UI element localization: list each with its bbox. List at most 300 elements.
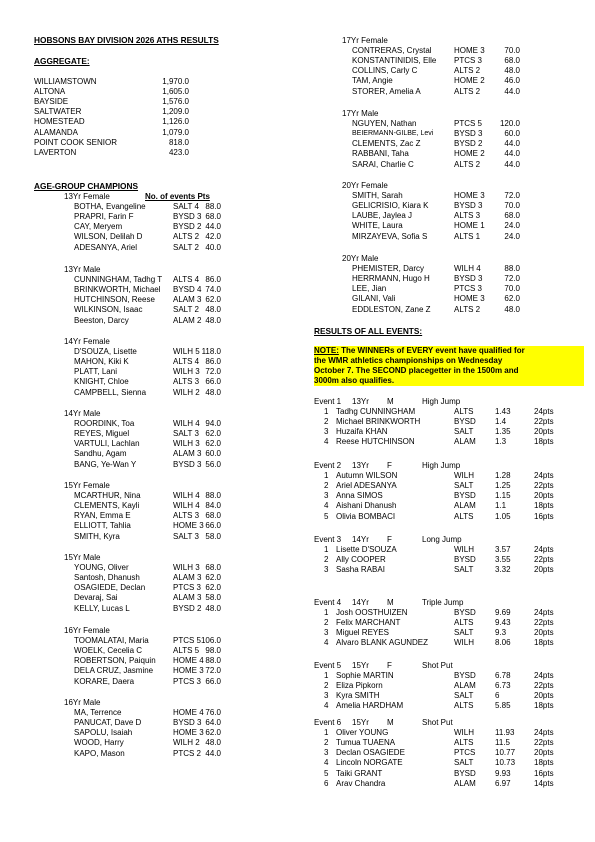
aggregate-score: 1,970.0 bbox=[162, 77, 189, 86]
champion-name: PRAPRI, Farin F bbox=[74, 212, 134, 222]
champion-points: 70.0 bbox=[504, 46, 520, 56]
event-label: Event 4 bbox=[314, 598, 342, 607]
result-points: 24pts bbox=[534, 471, 554, 481]
champion-name: KONSTANTINIDIS, Elle bbox=[352, 56, 437, 66]
result-points: 20pts bbox=[534, 565, 554, 575]
result-place: 2 bbox=[324, 681, 329, 691]
champion-club: HOME 1 bbox=[454, 221, 485, 231]
result-club: WILH bbox=[454, 638, 474, 648]
result-place: 2 bbox=[324, 481, 329, 491]
result-athlete: Tadhg CUNNINGHAM bbox=[336, 407, 416, 417]
aggregate-score: 1,126.0 bbox=[162, 117, 189, 127]
champion-club: ALTS 1 bbox=[454, 231, 481, 241]
champion-club: WILH 3 bbox=[173, 367, 200, 377]
champion-points: 48.0 bbox=[205, 315, 221, 325]
aggregate-heading: AGGREGATE: bbox=[34, 56, 90, 66]
champion-points: 88.0 bbox=[205, 491, 221, 501]
results-heading: RESULTS OF ALL EVENTS: bbox=[314, 326, 423, 336]
aggregate-score: 1,209.0 bbox=[162, 107, 189, 117]
result-mark: 10.73 bbox=[495, 758, 516, 768]
aggregate-score: 818.0 bbox=[168, 137, 189, 147]
result-place: 1 bbox=[324, 671, 329, 681]
champion-club: WILH 4 bbox=[173, 491, 200, 501]
note-line: the WMR athletics championships on Wednesday bbox=[314, 356, 503, 365]
champion-club: WILH 2 bbox=[173, 387, 200, 397]
champion-club: ALTS 2 bbox=[454, 66, 481, 76]
champion-name: DELA CRUZ, Jasmine bbox=[74, 666, 154, 676]
page-title: HOBSONS BAY DIVISION 2026 ATHS RESULTS bbox=[34, 35, 219, 45]
champion-name: Santosh, Dhanush bbox=[74, 573, 140, 583]
aggregate-team: SALTWATER bbox=[34, 107, 82, 117]
champion-club: SALT 2 bbox=[173, 242, 199, 252]
result-club: SALT bbox=[454, 427, 474, 437]
result-mark: 1.3 bbox=[495, 437, 507, 447]
champion-points: 64.0 bbox=[205, 718, 221, 728]
champion-points: 66.0 bbox=[205, 676, 221, 686]
champion-club: ALTS 4 bbox=[173, 275, 200, 285]
event-label: Event 2 bbox=[314, 461, 342, 470]
result-place: 5 bbox=[324, 768, 329, 778]
result-club: ALAM bbox=[454, 437, 476, 447]
result-club: BYSD bbox=[454, 768, 476, 778]
age-group-label: 13Yr Male bbox=[64, 265, 101, 274]
result-place: 5 bbox=[324, 511, 329, 521]
champion-name: SMITH, Sarah bbox=[352, 191, 403, 201]
result-mark: 1.15 bbox=[495, 491, 511, 501]
result-mark: 8.06 bbox=[495, 638, 511, 648]
champion-name: BOTHA, Evangeline bbox=[74, 202, 146, 212]
champion-points: 62.0 bbox=[205, 429, 221, 439]
champion-points: 106.0 bbox=[200, 636, 221, 646]
champion-club: SALT 3 bbox=[173, 429, 199, 439]
result-mark: 3.32 bbox=[495, 565, 511, 575]
champion-name: KAPO, Mason bbox=[74, 748, 125, 758]
champion-club: HOME 2 bbox=[454, 149, 485, 159]
champion-points: 86.0 bbox=[205, 275, 221, 285]
note-line: The WINNERs of EVERY event have qualified for bbox=[338, 346, 525, 355]
aggregate-team: WILLIAMSTOWN bbox=[34, 77, 97, 86]
champion-club: WILH 2 bbox=[173, 738, 200, 748]
result-points: 18pts bbox=[534, 437, 554, 447]
champion-name: ELLIOTT, Tahlia bbox=[74, 521, 131, 531]
champion-name: Beeston, Darcy bbox=[74, 315, 129, 325]
champion-name: Sandhu, Agam bbox=[74, 449, 127, 459]
result-mark: 11.93 bbox=[495, 728, 515, 738]
result-club: BYSD bbox=[454, 671, 476, 681]
result-points: 20pts bbox=[534, 628, 554, 638]
champion-name: CUNNINGHAM, Tadhg T bbox=[74, 275, 163, 285]
result-athlete: Lisette D'SOUZA bbox=[336, 545, 397, 555]
result-club: SALT bbox=[454, 628, 474, 638]
result-club: WILH bbox=[454, 471, 474, 481]
champion-name: KNIGHT, Chloe bbox=[74, 377, 129, 387]
champion-points: 66.0 bbox=[205, 377, 221, 387]
champion-club: ALAM 3 bbox=[173, 295, 202, 305]
champion-points: 94.0 bbox=[205, 419, 221, 429]
result-athlete: Huzaifa KHAN bbox=[336, 427, 388, 437]
champion-club: BYSD 2 bbox=[173, 603, 202, 613]
result-place: 4 bbox=[324, 638, 329, 648]
champion-club: HOME 4 bbox=[173, 656, 204, 666]
champion-name: CAY, Meryem bbox=[74, 222, 123, 232]
result-place: 6 bbox=[324, 778, 329, 788]
champion-name: ROBERTSON, Paiquin bbox=[74, 656, 156, 666]
champion-club: PTCS 3 bbox=[454, 284, 483, 294]
result-club: WILH bbox=[454, 545, 474, 555]
result-club: ALTS bbox=[454, 511, 474, 521]
result-club: SALT bbox=[454, 758, 474, 768]
champion-club: BYSD 2 bbox=[454, 139, 483, 149]
age-group-label: 20Yr Male bbox=[342, 254, 379, 263]
event-label: Event 5 bbox=[314, 661, 342, 670]
champion-club: ALTS 4 bbox=[173, 357, 200, 367]
champion-name: MAHON, Kiki K bbox=[74, 357, 129, 367]
event-age: 13Yr bbox=[352, 397, 369, 406]
champions-heading: AGE-GROUP CHAMPIONS bbox=[34, 181, 139, 191]
result-club: BYSD bbox=[454, 608, 476, 618]
result-points: 24pts bbox=[534, 407, 554, 417]
champion-club: HOME 3 bbox=[454, 294, 485, 304]
result-club: SALT bbox=[454, 691, 474, 701]
result-athlete: Tumua TUAENA bbox=[336, 738, 396, 748]
age-group-label: 17Yr Female bbox=[342, 36, 388, 45]
result-athlete: Felix MARCHANT bbox=[336, 618, 401, 628]
champion-club: BYSD 3 bbox=[454, 274, 483, 284]
champion-club: ALTS 2 bbox=[454, 304, 481, 314]
champion-club: SALT 3 bbox=[173, 531, 199, 541]
champion-club: WILH 3 bbox=[173, 563, 200, 573]
champion-points: 48.0 bbox=[205, 387, 221, 397]
result-place: 3 bbox=[324, 565, 329, 575]
champion-points: 60.0 bbox=[504, 129, 520, 139]
result-athlete: Taiki GRANT bbox=[336, 768, 383, 778]
result-club: SALT bbox=[454, 481, 474, 491]
result-club: SALT bbox=[454, 565, 474, 575]
event-sex: M bbox=[387, 718, 394, 727]
result-athlete: Anna SIMOS bbox=[336, 491, 383, 501]
champion-points: 72.0 bbox=[205, 666, 221, 676]
champion-name: RYAN, Emma E bbox=[74, 511, 131, 521]
result-club: ALTS bbox=[454, 407, 474, 417]
champion-points: 46.0 bbox=[504, 76, 520, 86]
result-points: 18pts bbox=[534, 758, 554, 768]
champion-points: 44.0 bbox=[504, 159, 520, 169]
aggregate-score: 1,576.0 bbox=[162, 97, 189, 107]
champion-club: ALTS 2 bbox=[454, 86, 481, 96]
champion-club: HOME 3 bbox=[173, 728, 204, 738]
result-place: 1 bbox=[324, 471, 329, 481]
champion-club: BYSD 3 bbox=[173, 212, 202, 222]
champion-club: ALAM 3 bbox=[173, 449, 202, 459]
champion-club: PTCS 2 bbox=[173, 748, 202, 758]
aggregate-team: BAYSIDE bbox=[34, 97, 69, 107]
result-place: 2 bbox=[324, 555, 329, 565]
result-athlete: Arav Chandra bbox=[336, 778, 386, 788]
result-athlete: Alvaro BLANK AGUNDEZ bbox=[336, 638, 429, 648]
result-place: 2 bbox=[324, 417, 329, 427]
result-points: 18pts bbox=[534, 638, 554, 648]
result-athlete: Oliver YOUNG bbox=[336, 728, 389, 738]
champion-club: ALTS 5 bbox=[173, 646, 200, 656]
result-points: 22pts bbox=[534, 681, 554, 691]
champion-points: 44.0 bbox=[205, 222, 221, 232]
note-label: NOTE: bbox=[314, 346, 339, 355]
champion-name: BEIERMANN-GILBE, Levi bbox=[352, 130, 434, 138]
champion-name: HUTCHINSON, Reese bbox=[74, 295, 155, 305]
result-points: 18pts bbox=[534, 701, 554, 711]
event-name: High Jump bbox=[422, 461, 461, 470]
event-age: 14Yr bbox=[352, 598, 369, 607]
champion-club: SALT 4 bbox=[173, 202, 199, 212]
age-group-label: 15Yr Male bbox=[64, 553, 101, 562]
result-mark: 10.77 bbox=[495, 748, 516, 758]
champion-club: ALTS 3 bbox=[173, 377, 200, 387]
result-athlete: Kyra SMITH bbox=[336, 691, 380, 701]
champion-club: ALTS 3 bbox=[173, 511, 200, 521]
champion-name: NGUYEN, Nathan bbox=[352, 119, 417, 129]
age-group-label: 16Yr Male bbox=[64, 698, 101, 707]
result-points: 20pts bbox=[534, 427, 554, 437]
champion-points: 44.0 bbox=[504, 139, 520, 149]
result-athlete: Josh OOSTHUIZEN bbox=[336, 608, 408, 618]
result-club: ALTS bbox=[454, 701, 474, 711]
champion-name: PANUCAT, Dave D bbox=[74, 718, 142, 728]
champion-name: MA, Terrence bbox=[74, 708, 122, 718]
champion-name: CLEMENTS, Kayli bbox=[74, 501, 140, 511]
champion-name: HERRMANN, Hugo H bbox=[352, 274, 430, 284]
champion-points: 68.0 bbox=[205, 212, 221, 222]
champion-name: LEE, Jian bbox=[352, 284, 387, 294]
result-mark: 1.25 bbox=[495, 481, 511, 491]
result-club: BYSD bbox=[454, 555, 476, 565]
result-mark: 5.85 bbox=[495, 701, 511, 711]
champion-name: WILSON, Delilah D bbox=[74, 232, 143, 242]
result-mark: 6.97 bbox=[495, 778, 511, 788]
champion-name: YOUNG, Oliver bbox=[74, 563, 129, 573]
champion-points: 76.0 bbox=[205, 708, 221, 718]
champion-points: 48.0 bbox=[205, 305, 221, 315]
aggregate-team: HOMESTEAD bbox=[34, 117, 85, 127]
champion-name: WOOD, Harry bbox=[74, 738, 124, 748]
champion-name: Devaraj, Sai bbox=[74, 593, 118, 603]
champion-points: 62.0 bbox=[205, 728, 221, 738]
result-athlete: Olivia BOMBACI bbox=[336, 511, 396, 521]
result-mark: 6 bbox=[495, 691, 500, 701]
age-group-label: 20Yr Female bbox=[342, 181, 388, 190]
result-athlete: Lincoln NORGATE bbox=[336, 758, 403, 768]
champion-points: 88.0 bbox=[205, 656, 221, 666]
champion-points: 62.0 bbox=[504, 294, 520, 304]
champion-points: 72.0 bbox=[504, 274, 520, 284]
result-points: 22pts bbox=[534, 738, 554, 748]
result-mark: 1.28 bbox=[495, 471, 511, 481]
result-athlete: Reese HUTCHINSON bbox=[336, 437, 415, 447]
result-points: 24pts bbox=[534, 608, 554, 618]
result-athlete: Eliza Pipkorn bbox=[336, 681, 383, 691]
result-mark: 1.43 bbox=[495, 407, 511, 417]
champion-name: CAMPBELL, Sienna bbox=[74, 387, 147, 397]
champion-club: ALAM 2 bbox=[173, 315, 202, 325]
champion-club: HOME 3 bbox=[173, 666, 204, 676]
champion-points: 68.0 bbox=[205, 511, 221, 521]
result-points: 20pts bbox=[534, 491, 554, 501]
champion-club: HOME 3 bbox=[173, 521, 204, 531]
champion-points: 44.0 bbox=[504, 86, 520, 96]
champion-club: WILH 5 bbox=[173, 347, 200, 357]
champion-name: MCARTHUR, Nina bbox=[74, 491, 141, 501]
champion-points: 88.0 bbox=[205, 202, 221, 212]
result-club: BYSD bbox=[454, 491, 476, 501]
result-points: 22pts bbox=[534, 481, 554, 491]
champion-name: REYES, Miguel bbox=[74, 429, 130, 439]
result-mark: 6.78 bbox=[495, 671, 511, 681]
champion-name: ROORDINK, Toa bbox=[74, 419, 135, 429]
result-points: 24pts bbox=[534, 728, 554, 738]
age-group-label: 17Yr Male bbox=[342, 109, 379, 118]
champion-club: HOME 3 bbox=[454, 191, 485, 201]
result-points: 20pts bbox=[534, 748, 554, 758]
champion-name: LAUBE, Jaylea J bbox=[352, 211, 413, 221]
result-points: 22pts bbox=[534, 618, 554, 628]
age-group-label: 13Yr Female bbox=[64, 192, 110, 201]
note-line: 3000m also qualifies. bbox=[314, 376, 395, 385]
champion-name: WILKINSON, Isaac bbox=[74, 305, 143, 315]
champion-name: WHITE, Laura bbox=[352, 221, 403, 231]
result-club: ALAM bbox=[454, 778, 476, 788]
result-points: 22pts bbox=[534, 417, 554, 427]
age-group-label: 15Yr Female bbox=[64, 481, 110, 490]
result-place: 1 bbox=[324, 608, 329, 618]
result-points: 18pts bbox=[534, 501, 554, 511]
champion-points: 88.0 bbox=[504, 264, 520, 274]
result-mark: 1.35 bbox=[495, 427, 511, 437]
champion-club: BYSD 3 bbox=[454, 129, 483, 139]
event-sex: M bbox=[387, 598, 394, 607]
result-athlete: Sasha RABAI bbox=[336, 565, 385, 575]
champion-points: 62.0 bbox=[205, 439, 221, 449]
champion-points: 66.0 bbox=[205, 521, 221, 531]
champion-points: 74.0 bbox=[205, 285, 221, 295]
champion-name: TAM, Angie bbox=[352, 76, 393, 86]
result-place: 1 bbox=[324, 728, 329, 738]
aggregate-score: 423.0 bbox=[168, 147, 189, 157]
champion-points: 98.0 bbox=[205, 646, 221, 656]
result-athlete: Autumn WILSON bbox=[336, 471, 398, 481]
champion-name: SMITH, Kyra bbox=[74, 531, 120, 541]
champion-name: COLLINS, Carly C bbox=[352, 66, 418, 76]
event-sex: F bbox=[387, 661, 392, 670]
champion-name: VARTULI, Lachlan bbox=[74, 439, 140, 449]
champion-points: 68.0 bbox=[205, 563, 221, 573]
result-mark: 1.1 bbox=[495, 501, 507, 511]
event-label: Event 6 bbox=[314, 718, 342, 727]
champion-points: 86.0 bbox=[205, 357, 221, 367]
champion-club: ALTS 2 bbox=[454, 159, 481, 169]
champion-points: 84.0 bbox=[205, 501, 221, 511]
champion-points: 70.0 bbox=[504, 284, 520, 294]
result-points: 24pts bbox=[534, 545, 554, 555]
champion-points: 62.0 bbox=[205, 573, 221, 583]
age-group-label: 16Yr Female bbox=[64, 626, 110, 635]
champion-club: ALAM 3 bbox=[173, 573, 202, 583]
champion-club: BYSD 3 bbox=[173, 718, 202, 728]
champion-name: CONTRERAS, Crystal bbox=[352, 46, 432, 56]
result-athlete: Amelia HARDHAM bbox=[336, 701, 404, 711]
age-group-label: 14Yr Female bbox=[64, 337, 110, 346]
result-place: 4 bbox=[324, 701, 329, 711]
champion-points: 40.0 bbox=[205, 242, 221, 252]
event-name: High Jump bbox=[422, 397, 461, 406]
champion-name: KELLY, Lucas L bbox=[74, 603, 130, 613]
event-sex: F bbox=[387, 461, 392, 470]
result-place: 3 bbox=[324, 748, 329, 758]
champion-points: 48.0 bbox=[205, 603, 221, 613]
event-name: Long Jump bbox=[422, 535, 462, 544]
result-mark: 9.3 bbox=[495, 628, 507, 638]
event-age: 14Yr bbox=[352, 535, 369, 544]
note-line: October 7. The SECOND placegetter in the 1500m and bbox=[314, 366, 519, 375]
champion-points: 62.0 bbox=[205, 583, 221, 593]
result-points: 14pts bbox=[534, 778, 554, 788]
champion-points: 24.0 bbox=[504, 231, 520, 241]
result-mark: 9.69 bbox=[495, 608, 511, 618]
result-place: 3 bbox=[324, 691, 329, 701]
result-mark: 9.93 bbox=[495, 768, 511, 778]
result-place: 3 bbox=[324, 427, 329, 437]
champion-name: BRINKWORTH, Michael bbox=[74, 285, 161, 295]
champion-club: PTCS 3 bbox=[173, 676, 202, 686]
champions-column-header: No. of events Pts bbox=[145, 192, 210, 201]
champion-club: HOME 2 bbox=[454, 76, 485, 86]
result-mark: 9.43 bbox=[495, 618, 511, 628]
result-athlete: Miguel REYES bbox=[336, 628, 389, 638]
result-place: 4 bbox=[324, 758, 329, 768]
champion-club: BYSD 3 bbox=[454, 201, 483, 211]
champion-name: BANG, Ye-Wan Y bbox=[74, 459, 137, 469]
qualification-note bbox=[314, 346, 584, 386]
champion-points: 68.0 bbox=[504, 211, 520, 221]
event-label: Event 1 bbox=[314, 397, 342, 406]
champion-name: PHEMISTER, Darcy bbox=[352, 264, 425, 274]
champion-club: WILH 4 bbox=[173, 501, 200, 511]
champion-name: KORARE, Daera bbox=[74, 676, 135, 686]
result-place: 2 bbox=[324, 618, 329, 628]
result-club: PTCS bbox=[454, 748, 476, 758]
event-age: 15Yr bbox=[352, 718, 369, 727]
champion-club: BYSD 3 bbox=[173, 459, 202, 469]
event-name: Shot Put bbox=[422, 718, 453, 727]
champion-points: 44.0 bbox=[205, 748, 221, 758]
result-points: 16pts bbox=[534, 768, 554, 778]
result-club: ALTS bbox=[454, 738, 474, 748]
champion-club: BYSD 4 bbox=[173, 285, 202, 295]
result-athlete: Declan OSAGIEDE bbox=[336, 748, 405, 758]
champion-name: D'SOUZA, Lisette bbox=[74, 347, 137, 357]
champion-club: PTCS 3 bbox=[454, 56, 483, 66]
champion-name: OSAGIEDE, Declan bbox=[74, 583, 146, 593]
champion-points: 68.0 bbox=[504, 56, 520, 66]
event-name: Shot Put bbox=[422, 661, 453, 670]
aggregate-team: ALTONA bbox=[34, 87, 66, 97]
age-group-label: 14Yr Male bbox=[64, 409, 101, 418]
champion-points: 48.0 bbox=[205, 738, 221, 748]
champion-name: SARAI, Charlie C bbox=[352, 159, 414, 169]
result-place: 4 bbox=[324, 437, 329, 447]
champion-club: ALAM 3 bbox=[173, 593, 202, 603]
result-place: 3 bbox=[324, 491, 329, 501]
champion-club: BYSD 2 bbox=[173, 222, 202, 232]
champion-points: 56.0 bbox=[205, 459, 221, 469]
